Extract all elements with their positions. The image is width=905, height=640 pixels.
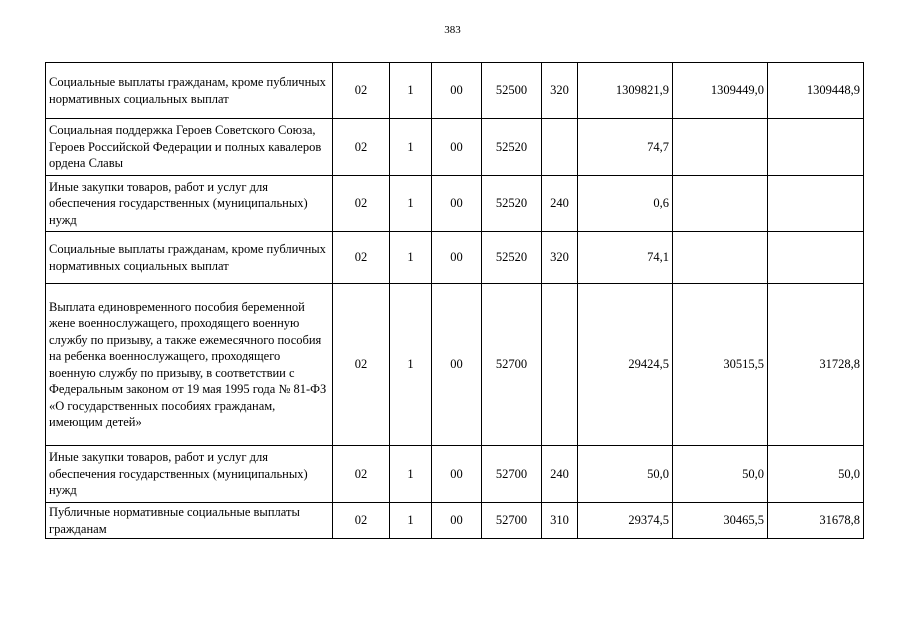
program-code-cell: 1 [390, 446, 432, 503]
table-row [46, 63, 864, 119]
expense-type-cell: 240 [542, 446, 578, 503]
table-row [46, 232, 864, 284]
table-row [46, 503, 864, 539]
amount-year-2-cell: 1309449,0 [673, 63, 768, 119]
amount-year-2-cell [673, 176, 768, 232]
target-code-cell: 52700 [482, 503, 542, 539]
expense-type-cell [542, 119, 578, 176]
amount-year-3-cell: 31678,8 [768, 503, 864, 539]
target-code-cell: 52520 [482, 176, 542, 232]
subprogram-code-cell: 00 [432, 232, 482, 284]
section-code-cell: 02 [333, 232, 390, 284]
section-code-cell: 02 [333, 284, 390, 446]
subprogram-code-cell: 00 [432, 63, 482, 119]
program-code-cell: 1 [390, 63, 432, 119]
subprogram-code-cell: 00 [432, 176, 482, 232]
amount-year-3-cell: 31728,8 [768, 284, 864, 446]
expense-type-cell: 320 [542, 63, 578, 119]
amount-year-3-cell [768, 232, 864, 284]
table-row [46, 119, 864, 176]
section-code-cell: 02 [333, 176, 390, 232]
table-body [46, 63, 864, 539]
amount-year-3-cell: 1309448,9 [768, 63, 864, 119]
target-code-cell: 52700 [482, 446, 542, 503]
row-name-cell: Социальные выплаты гражданам, кроме публичных нормативных социальных выплат [46, 63, 333, 119]
subprogram-code-cell: 00 [432, 503, 482, 539]
amount-year-2-cell [673, 119, 768, 176]
amount-year-1-cell: 1309821,9 [578, 63, 673, 119]
amount-year-3-cell [768, 119, 864, 176]
target-code-cell: 52520 [482, 119, 542, 176]
section-code-cell: 02 [333, 503, 390, 539]
expense-type-cell: 240 [542, 176, 578, 232]
amount-year-2-cell: 50,0 [673, 446, 768, 503]
subprogram-code-cell: 00 [432, 284, 482, 446]
amount-year-3-cell [768, 176, 864, 232]
program-code-cell: 1 [390, 176, 432, 232]
table-row [46, 446, 864, 503]
row-name-cell: Иные закупки товаров, работ и услуг для обеспечения государственных (муниципальных) нужд [46, 446, 333, 503]
row-name-cell: Выплата единовременного пособия беременной жене военнослужащего, проходящего военную службу по призыву, а также ежемесячного пособия на ребенка военнослужащего, проходящего военную службу по призыву, в соответствии с Федеральным законом от 19 мая 1995 года № 81-ФЗ «О государственных пособиях гражданам, имеющим детей» [46, 284, 333, 446]
row-name-cell: Публичные нормативные социальные выплаты гражданам [46, 503, 333, 539]
amount-year-1-cell: 50,0 [578, 446, 673, 503]
amount-year-1-cell: 74,7 [578, 119, 673, 176]
expense-type-cell: 320 [542, 232, 578, 284]
row-name-cell: Иные закупки товаров, работ и услуг для обеспечения государственных (муниципальных) нужд [46, 176, 333, 232]
target-code-cell: 52520 [482, 232, 542, 284]
program-code-cell: 1 [390, 232, 432, 284]
page-number: 383 [444, 24, 461, 36]
expense-type-cell [542, 284, 578, 446]
table-row [46, 284, 864, 446]
amount-year-1-cell: 74,1 [578, 232, 673, 284]
amount-year-2-cell: 30515,5 [673, 284, 768, 446]
program-code-cell: 1 [390, 284, 432, 446]
row-name-cell: Социальная поддержка Героев Советского Союза, Героев Российской Федерации и полных кавалеров ордена Славы [46, 119, 333, 176]
amount-year-1-cell: 29424,5 [578, 284, 673, 446]
row-name-cell: Социальные выплаты гражданам, кроме публичных нормативных социальных выплат [46, 232, 333, 284]
amount-year-2-cell: 30465,5 [673, 503, 768, 539]
section-code-cell: 02 [333, 446, 390, 503]
target-code-cell: 52500 [482, 63, 542, 119]
amount-year-2-cell [673, 232, 768, 284]
section-code-cell: 02 [333, 119, 390, 176]
program-code-cell: 1 [390, 119, 432, 176]
table-row [46, 176, 864, 232]
program-code-cell: 1 [390, 503, 432, 539]
section-code-cell: 02 [333, 63, 390, 119]
amount-year-1-cell: 0,6 [578, 176, 673, 232]
amount-year-1-cell: 29374,5 [578, 503, 673, 539]
subprogram-code-cell: 00 [432, 119, 482, 176]
subprogram-code-cell: 00 [432, 446, 482, 503]
expense-type-cell: 310 [542, 503, 578, 539]
budget-table [45, 62, 864, 539]
amount-year-3-cell: 50,0 [768, 446, 864, 503]
target-code-cell: 52700 [482, 284, 542, 446]
